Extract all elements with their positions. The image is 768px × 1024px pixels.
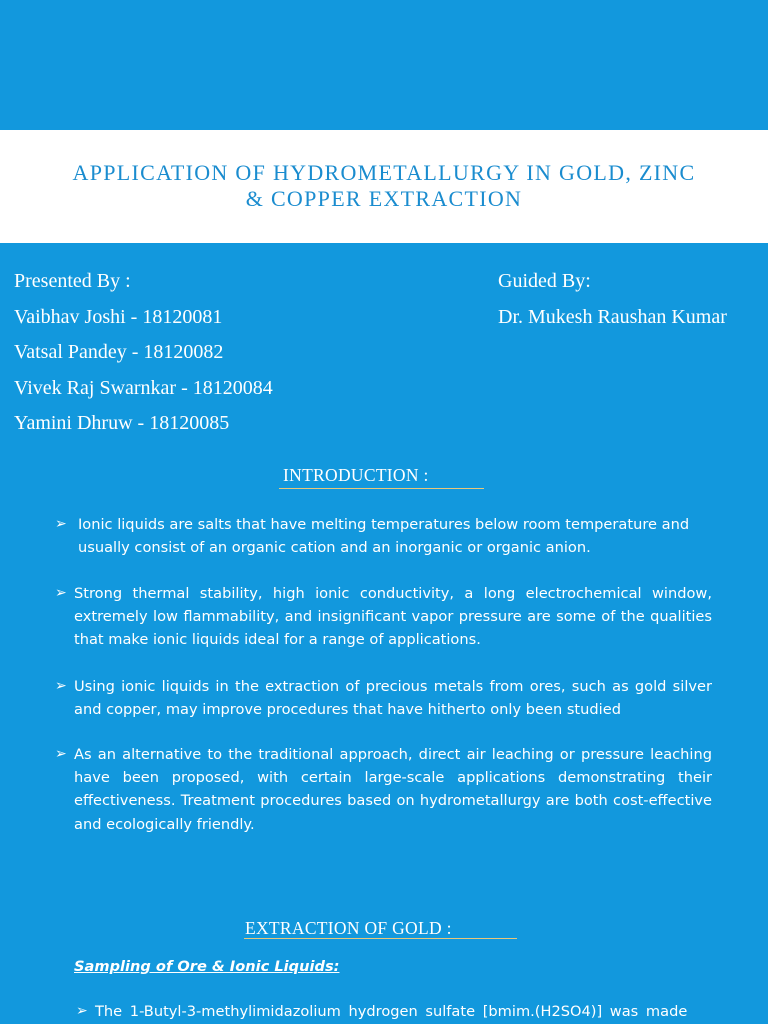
intro-bullet-1 xyxy=(55,513,712,559)
presenters-block xyxy=(14,264,273,442)
page-title xyxy=(0,160,768,212)
intro-bullet-4 xyxy=(55,743,712,836)
presenter-1: Vaibhav Joshi - 18120081 xyxy=(14,305,223,328)
bullet-arrow-icon: ➢ xyxy=(55,516,67,532)
bullet-arrow-icon: ➢ xyxy=(76,1003,88,1019)
gold-bullet-1-text: The 1-Butyl-3-methylimidazolium hydrogen sulfate [bmim.(H2SO4)] was made xyxy=(95,1003,688,1020)
guided-by-label: Guided By: xyxy=(498,270,591,292)
bullet-arrow-icon: ➢ xyxy=(55,678,67,694)
introduction-heading-rule xyxy=(279,488,484,489)
intro-bullet-2-text: Strong thermal stability, high ionic conductivity, a long electrochemical window, extremely low flammability, and insignificant vapor pressure are some of the qualities that make ionic liquids ideal for a range of applications. xyxy=(74,585,712,649)
intro-bullet-1-text: Ionic liquids are salts that have melting temperatures below room temperature and usually consist of an organic cation and an inorganic or organic anion. xyxy=(78,516,690,557)
presenter-2: Vatsal Pandey - 18120082 xyxy=(14,341,224,363)
presenter-4: Yamini Dhruw - 18120085 xyxy=(14,412,230,434)
intro-bullet-3 xyxy=(55,675,712,721)
intro-bullet-4-text: As an alternative to the traditional approach, direct air leaching or pressure leaching have been proposed, with certain large-scale applications demonstrating their effectiveness. Treatment procedures based on hydrometallurgy are both cost-effective and ecologically friendly. xyxy=(74,746,712,833)
title-line-1: APPLICATION OF HYDROMETALLURGY IN GOLD, ZINC xyxy=(72,160,696,185)
presented-by-label: Presented By : xyxy=(14,270,131,292)
guide-name: Dr. Mukesh Raushan Kumar xyxy=(498,305,727,328)
introduction-heading: INTRODUCTION : xyxy=(283,465,429,485)
gold-heading: EXTRACTION OF GOLD : xyxy=(245,918,452,938)
bullet-arrow-icon: ➢ xyxy=(55,585,67,601)
intro-bullet-3-text: Using ionic liquids in the extraction of precious metals from ores, such as gold silver and copper, may improve procedures that have hitherto only been studied xyxy=(74,678,712,719)
gold-heading-rule xyxy=(244,938,517,939)
gold-subheading: Sampling of Ore & Ionic Liquids: xyxy=(74,958,340,975)
bullet-arrow-icon: ➢ xyxy=(55,746,67,762)
gold-bullet-1 xyxy=(76,1000,712,1023)
title-line-2: & COPPER EXTRACTION xyxy=(245,186,523,211)
presenter-3: Vivek Raj Swarnkar - 18120084 xyxy=(14,376,273,399)
guide-block xyxy=(498,264,727,335)
intro-bullet-2 xyxy=(55,582,712,652)
